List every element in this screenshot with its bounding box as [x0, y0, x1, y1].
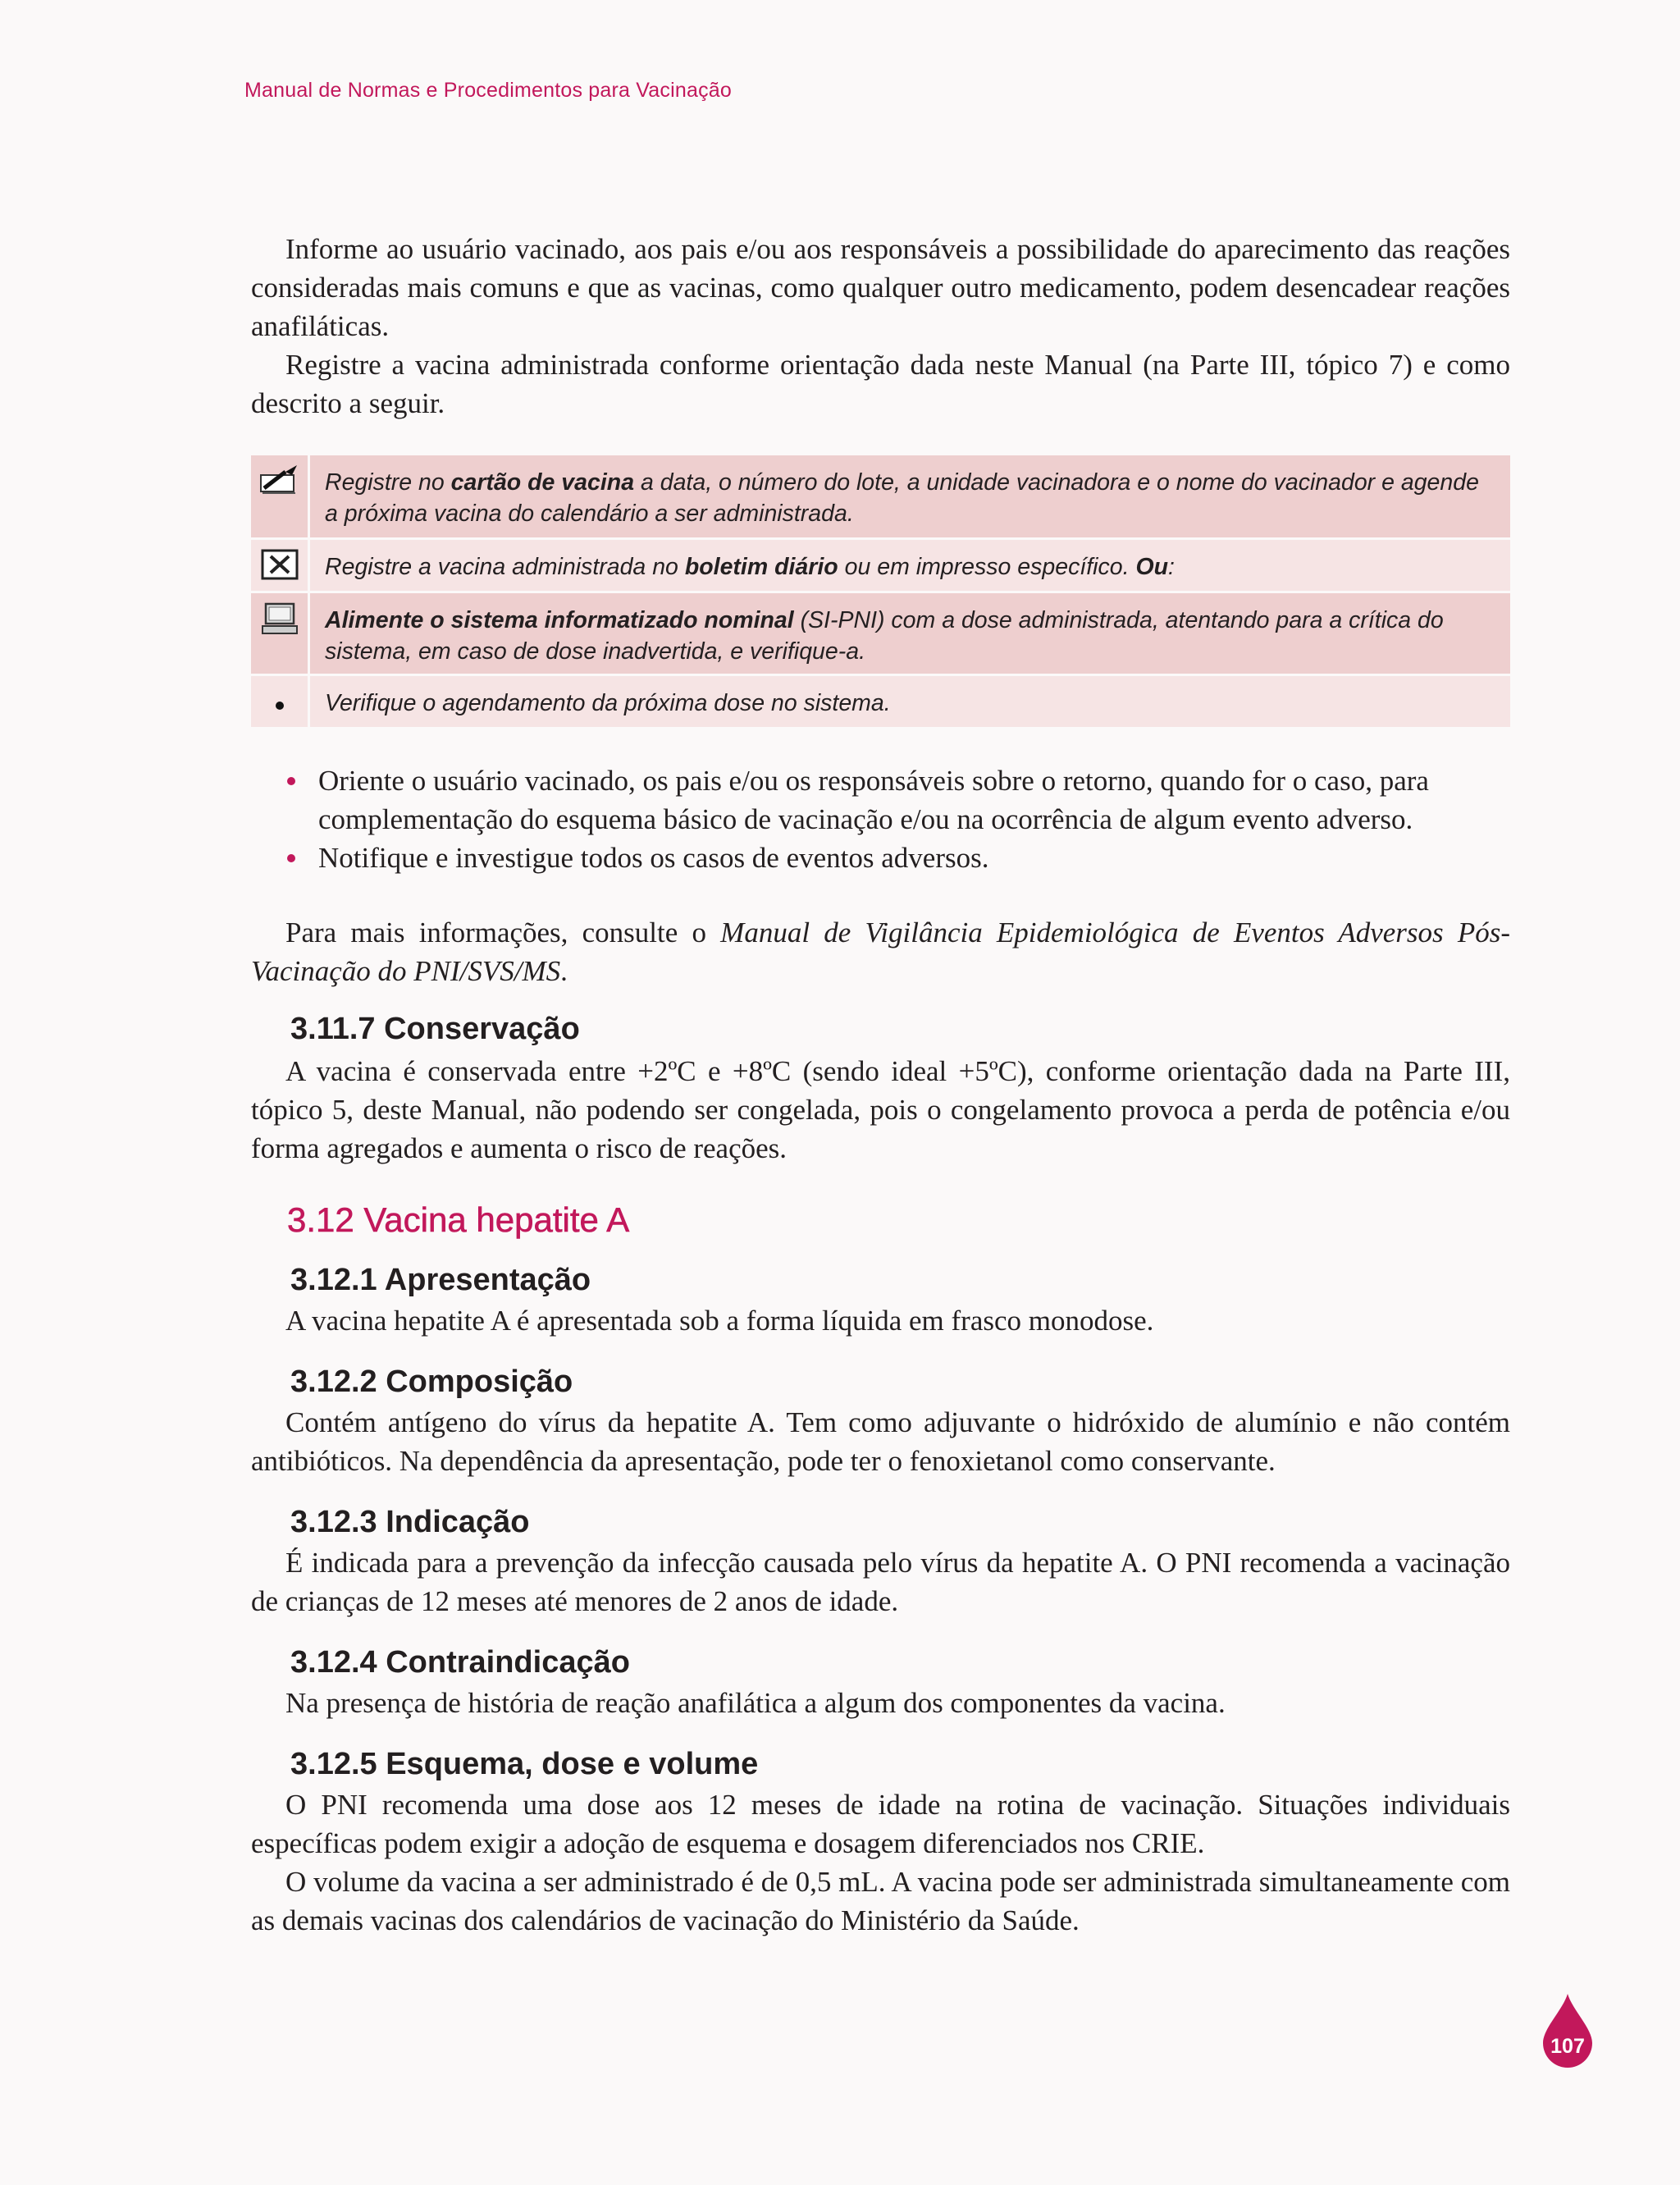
intro-paragraph-2: Registre a vacina administrada conforme orientação dada neste Manual (na Parte III, tópico 7) e como descrito a seguir.: [251, 349, 1510, 419]
text-composicao: Contém antígeno do vírus da hepatite A. Tem como adjuvante o hidróxido de alumínio e não contém antibióticos. Na dependência da apresentação, pode ter o fenoxietanol como conservante.: [251, 1406, 1510, 1477]
bullet-icon: [287, 777, 295, 785]
heading-conservacao: 3.11.7 Conservação: [290, 1012, 580, 1046]
section-heading: 3.12 Vacina hepatite A: [287, 1200, 630, 1239]
text-esquema-2: O volume da vacina a ser administrado é de 0,5 mL. A vacina pode ser administrada simultaneamente com as demais vacinas dos calendários de vacinação do Ministério da Saúde.: [251, 1866, 1510, 1936]
text-esquema-1: O PNI recomenda uma dose aos 12 meses de idade na rotina de vacinação. Situações individuais específicas podem exigir a adoção de esquema e dosagem diferenciados nos CRIE.: [251, 1789, 1510, 1859]
intro-paragraph-1: Informe ao usuário vacinado, aos pais e/ou aos responsáveis a possibilidade do aparecimento das reações consideradas mais comuns e que as vacinas, como qualquer outro medicamento, podem desencadear reações anafiláticas.: [251, 233, 1510, 342]
heading-esquema: 3.12.5 Esquema, dose e volume: [290, 1747, 759, 1781]
heading-contraindicacao: 3.12.4 Contraindicação: [290, 1645, 630, 1680]
list-item: Notifique e investigue todos os casos de eventos adversos.: [284, 839, 1510, 877]
bullet-icon: [287, 854, 295, 862]
heading-apresentacao: 3.12.1 Apresentação: [290, 1263, 591, 1297]
more-info-paragraph: Para mais informações, consulte o Manual de Vigilância Epidemiológica de Eventos Adversos Pós-Vacinação do PNI/SVS/MS.: [251, 917, 1510, 987]
step-text-sistema: Alimente o sistema informatizado nominal (SI-PNI) com a dose administrada, atentando para a crítica do sistema, em caso de dose inadvertida, e verifique-a.: [325, 607, 1444, 665]
registration-steps-table: [251, 455, 1510, 727]
pen-icon: [251, 455, 310, 537]
step-row-card: [251, 455, 1510, 537]
page-content: [251, 230, 1510, 1940]
step-row-agendamento: [251, 674, 1510, 727]
text-indicacao: É indicada para a prevenção da infecção causada pelo vírus da hepatite A. O PNI recomenda a vacinação de crianças de 12 meses até menores de 2 anos de idade.: [251, 1547, 1510, 1617]
bullet-icon: [251, 676, 310, 727]
running-header: Manual de Normas e Procedimentos para Vacinação: [244, 79, 732, 102]
step-row-boletim: [251, 537, 1510, 591]
text-apresentacao: A vacina hepatite A é apresentada sob a forma líquida em frasco monodose.: [285, 1305, 1154, 1337]
step-row-sistema: [251, 591, 1510, 674]
guidance-list: [284, 761, 1510, 877]
heading-indicacao: 3.12.3 Indicação: [290, 1505, 530, 1539]
step-text-boletim: Registre a vacina administrada no boletim diário ou em impresso específico. Ou:: [325, 554, 1175, 580]
text-contraindicacao: Na presença de história de reação anafilática a algum dos componentes da vacina.: [285, 1687, 1226, 1719]
form-icon: [251, 540, 310, 591]
computer-icon: [251, 593, 310, 674]
step-text-agendamento: Verifique o agendamento da próxima dose no sistema.: [325, 690, 891, 716]
list-item: Oriente o usuário vacinado, os pais e/ou os responsáveis sobre o retorno, quando for o caso, para complementação do esquema básico de vacinação e/ou na ocorrência de algum evento adverso.: [284, 761, 1510, 839]
page-number: 107: [1550, 2035, 1585, 2058]
step-text-card: Registre no cartão de vacina a data, o número do lote, a unidade vacinadora e o nome do vacinador e agende a próxima vacina do calendário a ser administrada.: [325, 469, 1479, 527]
text-conservacao: A vacina é conservada entre +2ºC e +8ºC (sendo ideal +5ºC), conforme orientação dada na Parte III, tópico 5, deste Manual, não podendo ser congelada, pois o congelamento provoca a perda de potência e/ou forma agregados e aumenta o risco de reações.: [251, 1055, 1510, 1164]
page-number-badge: [1538, 1992, 1597, 2071]
heading-composicao: 3.12.2 Composição: [290, 1364, 573, 1399]
